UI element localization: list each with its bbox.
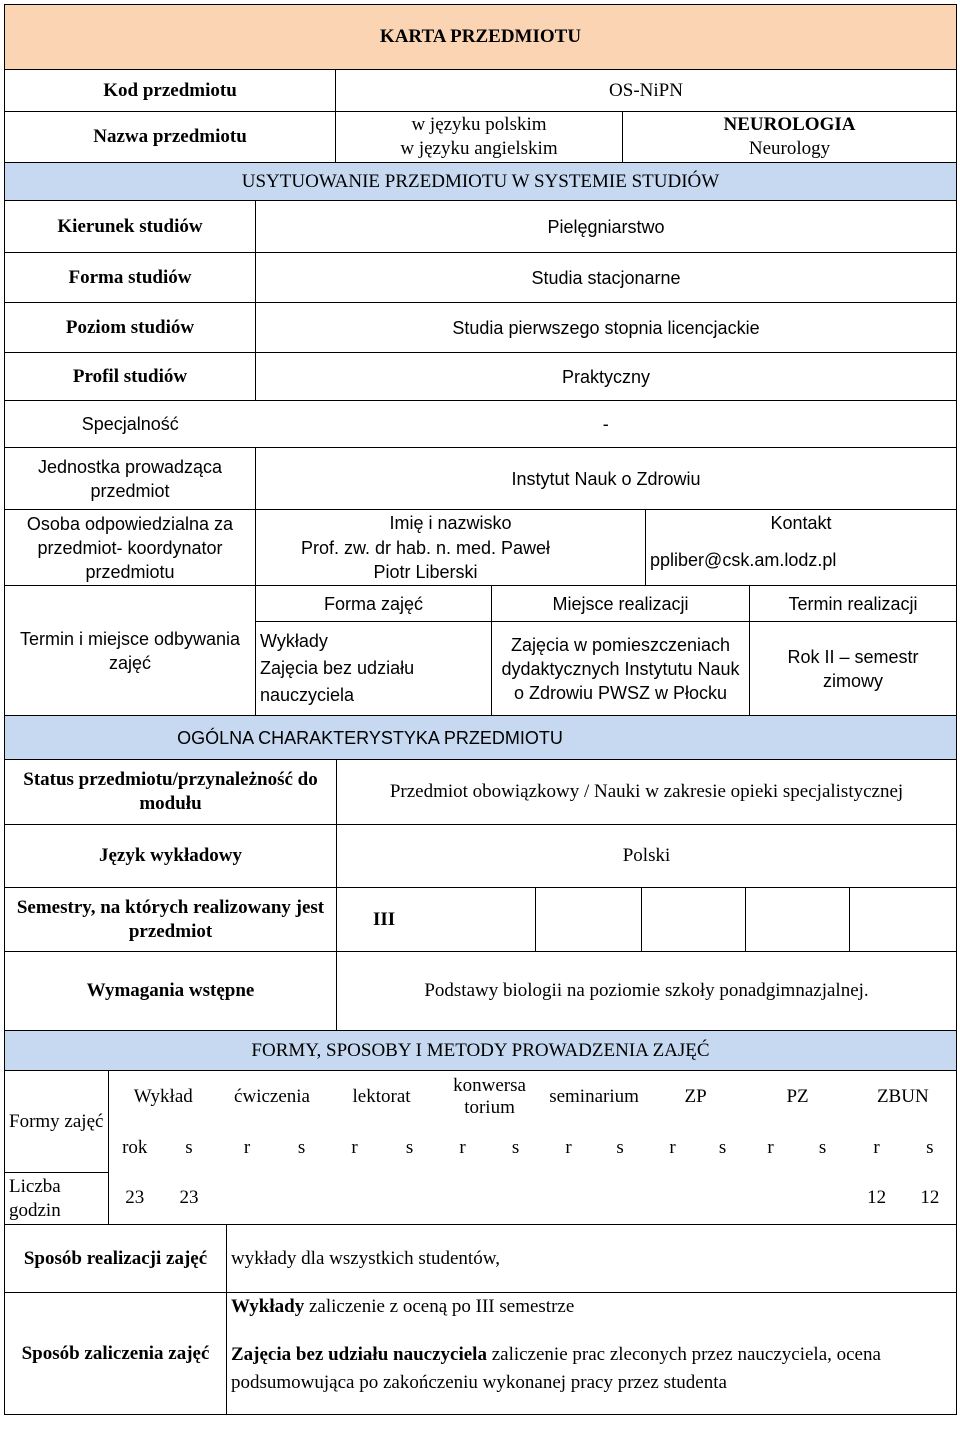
sposob-zaliczenia-value: [227, 1293, 957, 1415]
formy-label: Formy zajęć: [5, 1071, 109, 1173]
hours-7: [437, 1173, 489, 1225]
zaliczenie-wyklady-bold: Wykłady: [231, 1296, 305, 1317]
hours-2: 23: [161, 1173, 218, 1225]
hours-5: [327, 1173, 383, 1225]
form-type-wyklad: Wykład: [109, 1071, 218, 1123]
sub-r-6: r: [767, 1136, 774, 1158]
jednostka-label: Jednostka prowadząca przedmiot: [5, 448, 256, 510]
termin-forma-cell: [256, 622, 492, 716]
nazwa-en-value: Neurology: [748, 138, 831, 159]
hours-14: [796, 1173, 850, 1225]
jednostka-value: Instytut Nauk o Zdrowiu: [256, 448, 957, 510]
poziom-value: Studia pierwszego stopnia licencjackie: [256, 303, 957, 353]
semestry-label: Semestry, na których realizowany jest przedmiot: [5, 888, 337, 952]
semestry-value: III: [337, 888, 536, 952]
zaliczenie-zajecia: [231, 1341, 952, 1397]
form-type-seminarium: seminarium: [543, 1071, 646, 1123]
sub-r-3: r: [459, 1136, 466, 1158]
course-card: [4, 4, 956, 1415]
specjalnosc-value: -: [256, 401, 957, 448]
sub-s-8: s: [904, 1123, 957, 1173]
coordinator-table: [4, 509, 957, 716]
osoba-name: Prof. zw. dr hab. n. med. Paweł Piotr Liberski: [256, 536, 646, 586]
section-formy-header: FORMY, SPOSOBY I METODY PROWADZENIA ZAJĘĆ: [5, 1031, 957, 1071]
termin-forma-header: Forma zajęć: [256, 586, 492, 622]
hours-16: 12: [904, 1173, 957, 1225]
poziom-label: Poziom studiów: [5, 303, 256, 353]
form-type-zp: ZP: [646, 1071, 746, 1123]
semesters-table: [4, 887, 957, 952]
kod-value: OS-NiPN: [336, 70, 957, 112]
sub-r-7: r: [873, 1136, 880, 1158]
termin-miejsce-header: Miejsce realizacji: [492, 586, 750, 622]
sub-s-7: s: [818, 1136, 827, 1158]
sub-s-3: s: [405, 1136, 414, 1158]
liczba-label: Liczba godzin: [5, 1173, 109, 1225]
form-type-konwersatorium: konwersatorium: [437, 1071, 543, 1123]
sub-r-5: r: [669, 1136, 676, 1158]
kierunek-value: Pielęgniarstwo: [256, 201, 957, 253]
sub-s-2: s: [297, 1136, 306, 1158]
profil-label: Profil studiów: [5, 353, 256, 401]
osoba-contact-header: Kontakt: [646, 510, 957, 536]
sposob-zaliczenia-label: Sposób zaliczenia zajęć: [5, 1293, 227, 1415]
semestry-empty-2: [642, 888, 746, 952]
jezyk-label: Język wykładowy: [5, 825, 337, 888]
nazwa-en-label: w języku angielskim: [400, 138, 558, 159]
termin-termin-header: Termin realizacji: [750, 586, 957, 622]
general-table: [4, 715, 957, 888]
wymagania-label: Wymagania wstępne: [5, 952, 337, 1031]
sposob-realizacji-value: wykłady dla wszystkich studentów,: [227, 1225, 957, 1293]
sub-r-2: r: [351, 1136, 358, 1158]
forma-value: Studia stacjonarne: [256, 253, 957, 303]
osoba-contact: ppliber@csk.am.lodz.pl: [646, 536, 957, 586]
study-table: [4, 200, 957, 510]
hours-1: 23: [109, 1173, 161, 1225]
zaliczenie-zajecia-text: zaliczenie prac zleconych przez nauczyciela, ocena podsumowująca po zakończeniu wykonanej pracy przez studenta: [231, 1344, 881, 1393]
rok-label: rok: [122, 1136, 148, 1158]
hours-15: 12: [850, 1173, 904, 1225]
hours-8: [489, 1173, 543, 1225]
zaliczenie-wyklady: [231, 1293, 952, 1321]
zaliczenie-zajecia-bold: Zajęcia bez udziału nauczyciela: [231, 1344, 487, 1365]
header-table: [4, 4, 957, 201]
sub-r-1: r: [243, 1136, 251, 1158]
form-type-lektorat: lektorat: [327, 1071, 437, 1123]
sposob-realizacji-label: Sposób realizacji zajęć: [5, 1225, 227, 1293]
requirements-table: [4, 951, 957, 1071]
sub-r-4: r: [565, 1136, 572, 1158]
termin-termin: Rok II – semestr zimowy: [750, 622, 957, 716]
osoba-name-header: Imię i nazwisko: [256, 510, 646, 536]
termin-miejsce: Zajęcia w pomieszczeniach dydaktycznych Instytutu Nauk o Zdrowiu PWSZ w Płocku: [492, 622, 750, 716]
hours-11: [646, 1173, 700, 1225]
semestry-empty-3: [746, 888, 850, 952]
form-type-cwiczenia: ćwiczenia: [218, 1071, 327, 1123]
sub-s-5: s: [616, 1136, 624, 1158]
sub-s-6: s: [718, 1136, 727, 1158]
termin-label: Termin i miejsce odbywania zajęć: [5, 586, 256, 716]
page-title: KARTA PRZEDMIOTU: [5, 5, 957, 70]
hours-13: [746, 1173, 796, 1225]
profil-value: Praktyczny: [256, 353, 957, 401]
hours-3: [218, 1173, 277, 1225]
method-table: [4, 1224, 957, 1415]
hours-10: [595, 1173, 646, 1225]
termin-forma-line1: Wykłady: [260, 631, 328, 651]
osoba-label: Osoba odpowiedzialna za przedmiot- koordynator przedmiotu: [5, 510, 256, 586]
forma-label: Forma studiów: [5, 253, 256, 303]
kod-label: Kod przedmiotu: [5, 70, 336, 112]
nazwa-pl-value: NEUROLOGIA: [723, 114, 856, 135]
nazwa-lang-labels: [336, 112, 623, 163]
jezyk-value: Polski: [337, 825, 957, 888]
status-value: Przedmiot obowiązkowy / Nauki w zakresie opieki specjalistycznej: [337, 760, 957, 825]
section-ogolna-header: OGÓLNA CHARAKTERYSTYKA PRZEDMIOTU: [5, 716, 957, 760]
kierunek-label: Kierunek studiów: [5, 201, 256, 253]
wymagania-value: Podstawy biologii na poziomie szkoły ponadgimnazjalnej.: [337, 952, 957, 1031]
section-system-header: USYTUOWANIE PRZEDMIOTU W SYSTEMIE STUDIÓW: [5, 163, 957, 201]
semestry-empty-4: [850, 888, 957, 952]
forms-table: [4, 1070, 957, 1225]
specjalnosc-label: Specjalność: [5, 401, 256, 448]
hours-12: [700, 1173, 746, 1225]
sub-s-1: s: [185, 1136, 193, 1158]
hours-9: [543, 1173, 595, 1225]
nazwa-label: Nazwa przedmiotu: [5, 112, 336, 163]
form-type-pz: PZ: [746, 1071, 850, 1123]
status-label: Status przedmiotu/przynależność do modułu: [5, 760, 337, 825]
form-type-zbun: ZBUN: [850, 1071, 957, 1123]
hours-4: [277, 1173, 327, 1225]
zaliczenie-wyklady-text: zaliczenie z oceną po III semestrze: [304, 1296, 575, 1317]
nazwa-pl-label: w języku polskim: [411, 114, 547, 135]
semestry-empty-1: [536, 888, 642, 952]
nazwa-values: [623, 112, 957, 163]
hours-6: [383, 1173, 437, 1225]
sub-s-4: s: [511, 1136, 520, 1158]
termin-forma-line2: Zajęcia bez udziału nauczyciela: [260, 658, 415, 705]
